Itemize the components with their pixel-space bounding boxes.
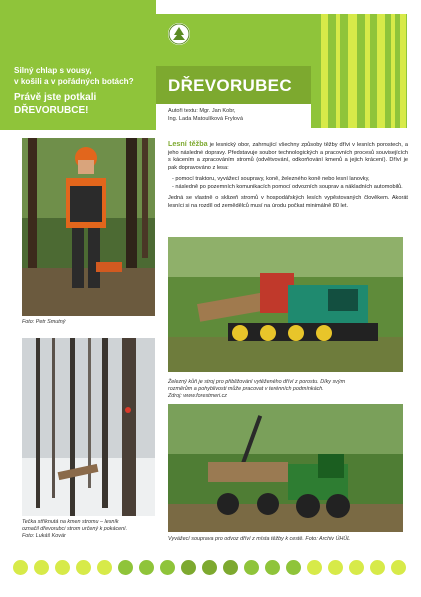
- bullet-2: - následně po pozemních komunikacích pomocí odvozních souprav a nákladních automobilů.: [172, 183, 403, 190]
- bullet-1: - pomocí traktoru, vyvážecí soupravy, koně, železného koně nebo lesní lanovky,: [172, 175, 370, 182]
- forwarder-photo: [168, 404, 403, 532]
- machine-caption-line2: rozměrům a pohyblivosti může pracovat v terénních podmínkách.: [168, 386, 324, 392]
- snow-caption-line1: Tečka stříknutá na kmen stromu – lesník: [22, 519, 119, 525]
- snowy-forest-photo: [22, 338, 155, 516]
- authors-line1: Autoři textu: Mgr. Jan Kobr,: [168, 108, 236, 114]
- lead-term: Lesní těžba: [168, 139, 208, 148]
- machine-caption-line3: Zdroj: www.forestmeri.cz: [168, 393, 228, 399]
- article-paragraph-1: [168, 140, 408, 173]
- lumberjack-caption: Foto: Petr Smutný: [22, 319, 66, 325]
- tracked-machine-photo: [168, 237, 403, 372]
- lesy-logo-icon: [168, 23, 190, 45]
- snow-caption-line2: označil dřevorubci strom určený k pokácení.: [22, 526, 128, 532]
- authors: [168, 107, 243, 123]
- authors-line2: Ing. Lada Matoulíková Frylová: [168, 116, 243, 122]
- headline-line1: Silný chlap s vousy,: [14, 66, 92, 75]
- headline-question: [14, 66, 154, 87]
- decorative-stripes: [311, 14, 407, 128]
- article-body: [168, 140, 408, 211]
- machine-caption: [168, 379, 408, 400]
- paragraph1-text: je lesnický obor, zahrnující všechny způsoby těžby dřívi v lesních porostech, a jeho následné dopravy. Představuje soubor technologických a pracovních procesů souvisejících s kácením a zpracováním stromů (odvětvování, odkorňování kmenů a jejich krácení). Dříví je pak dopravováno z lesa:: [168, 142, 408, 172]
- article-paragraph-2: Jedná se vlastně o sklizeň stromů v hospodářských lesích vypěstovaných člověkem. Akorát lesníci si na rozdíl od zemědělců musí na úrodu počkat minimálně 80 let.: [168, 195, 408, 209]
- snow-caption: [22, 519, 127, 540]
- headline-line4: DŘEVORUBCE!: [14, 104, 89, 116]
- machine-caption-line1: Železný kůň je stroj pro přibližování vytěženého dříví z porostu. Díky svým: [168, 379, 346, 385]
- page-title: DŘEVORUBEC: [168, 76, 292, 95]
- headline-line3: Právě jste potkali: [14, 92, 97, 103]
- forwarder-caption: Vyvážecí souprava pro odvoz dříví z místa těžby k cestě. Foto: Archiv ÚHÚL: [168, 536, 351, 542]
- headline-line2: v košili a v pořádných botách?: [14, 76, 134, 86]
- headline-answer: [14, 92, 154, 117]
- lumberjack-photo: [22, 138, 155, 316]
- snow-caption-line3: Foto: Lukáš Kovár: [22, 533, 66, 539]
